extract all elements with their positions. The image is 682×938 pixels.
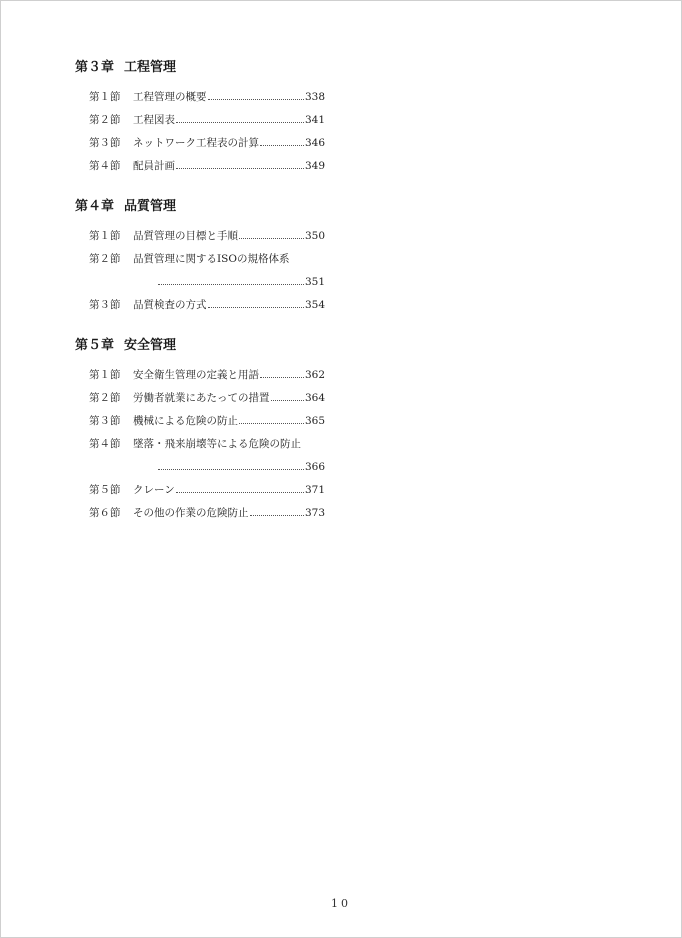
section-title: 墜落・飛来崩壊等による危険の防止 <box>133 438 301 450</box>
leader-dots <box>176 492 304 493</box>
section-number: 第１節 <box>89 230 121 242</box>
chapter-title: 品質管理 <box>124 199 177 214</box>
leader-dots <box>260 377 304 378</box>
toc-entry[interactable] <box>89 127 325 150</box>
page-ref: 371 <box>304 484 325 496</box>
section-title: 工程図表 <box>133 114 175 126</box>
section-number: 第３節 <box>89 415 121 427</box>
section-title: 機械による危険の防止 <box>133 415 238 427</box>
toc-entry[interactable] <box>89 81 325 104</box>
section-number: 第２節 <box>89 114 121 126</box>
chapter-label: 第３章 <box>75 60 115 75</box>
leader-dots <box>239 238 304 239</box>
page-ref: 341 <box>304 114 325 126</box>
toc-entry[interactable] <box>89 405 325 428</box>
chapter-label: 第５章 <box>75 338 115 353</box>
page-ref: 338 <box>304 91 325 103</box>
toc-entry[interactable] <box>89 150 325 173</box>
leader-dots <box>239 423 304 424</box>
section-title: 品質検査の方式 <box>133 299 207 311</box>
section-number: 第３節 <box>89 137 121 149</box>
section-title: 工程管理の概要 <box>133 91 207 103</box>
page-number: 10 <box>331 897 351 910</box>
section-number: 第４節 <box>89 438 121 450</box>
toc-entry[interactable] <box>89 104 325 127</box>
section-title: 品質管理に関するISOの規格体系 <box>133 253 290 265</box>
section-number: 第３節 <box>89 299 121 311</box>
section-title: 配員計画 <box>133 160 175 172</box>
leader-dots <box>158 469 304 470</box>
leader-dots <box>158 284 304 285</box>
page-ref: 351 <box>304 276 325 288</box>
table-of-contents <box>75 59 325 545</box>
section-number: 第１節 <box>89 369 121 381</box>
section-title: その他の作業の危険防止 <box>133 507 249 519</box>
toc-entry[interactable] <box>89 497 325 520</box>
page-ref: 365 <box>304 415 325 427</box>
toc-entry[interactable] <box>89 359 325 382</box>
leader-dots <box>208 99 304 100</box>
toc-entry[interactable] <box>89 220 325 243</box>
leader-dots <box>208 307 304 308</box>
section-title: 労働者就業にあたっての措置 <box>133 392 270 404</box>
chapter-label: 第４章 <box>75 199 115 214</box>
page-ref: 349 <box>304 160 325 172</box>
page-ref: 354 <box>304 299 325 311</box>
page-ref: 373 <box>304 507 325 519</box>
toc-entry[interactable] <box>89 428 325 474</box>
leader-dots <box>176 122 304 123</box>
section-number: 第１節 <box>89 91 121 103</box>
page-ref: 362 <box>304 369 325 381</box>
toc-entry[interactable] <box>89 474 325 497</box>
leader-dots <box>260 145 304 146</box>
page-ref: 346 <box>304 137 325 149</box>
chapter-heading <box>75 337 325 355</box>
section-number: 第２節 <box>89 392 121 404</box>
section-title: クレーン <box>133 484 175 496</box>
leader-dots <box>271 400 304 401</box>
page-ref: 350 <box>304 230 325 242</box>
page-ref: 366 <box>304 461 325 473</box>
chapter-group <box>75 337 325 520</box>
section-title: 品質管理の目標と手順 <box>133 230 238 242</box>
leader-dots <box>176 168 304 169</box>
page-ref: 364 <box>304 392 325 404</box>
section-number: 第５節 <box>89 484 121 496</box>
toc-entry[interactable] <box>89 382 325 405</box>
chapter-heading <box>75 59 325 77</box>
chapter-heading <box>75 198 325 216</box>
chapter-group <box>75 59 325 173</box>
section-number: 第４節 <box>89 160 121 172</box>
chapter-group <box>75 198 325 312</box>
leader-dots <box>250 515 304 516</box>
toc-entry[interactable] <box>89 289 325 312</box>
chapter-title: 安全管理 <box>124 338 177 353</box>
section-title: 安全衛生管理の定義と用語 <box>133 369 259 381</box>
section-number: 第６節 <box>89 507 121 519</box>
toc-entry[interactable] <box>89 243 325 289</box>
section-number: 第２節 <box>89 253 121 265</box>
chapter-title: 工程管理 <box>124 60 177 75</box>
section-title: ネットワーク工程表の計算 <box>133 137 259 149</box>
